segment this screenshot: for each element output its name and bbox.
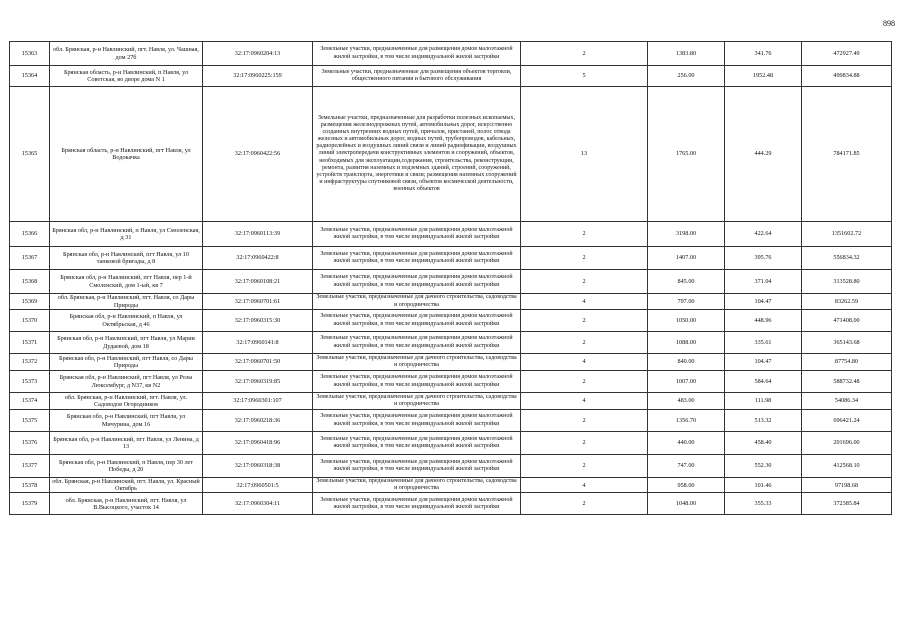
row-number-cell: 15376 [10, 432, 50, 455]
specific-value-cell: 104.47 [725, 354, 802, 371]
cadastral-value-cell: 97198.68 [802, 478, 892, 493]
cadastral-number-cell: 32:17:0960218:36 [203, 410, 313, 432]
land-use-description-cell: Земельные участки, предназначенные для размещения домов малоэтажной жилой застройки, в том числе индивидуальной жилой застройки [313, 332, 521, 354]
land-use-description-cell: Земельные участки, предназначенные для размещения домов малоэтажной жилой застройки, в том числе индивидуальной жилой застройки [313, 310, 521, 332]
address-cell: Брянская область, р-н Навлинский, п Навля, ул Советская, во дворе дома N 1 [50, 66, 203, 87]
cadastral-number-cell: 32:17:0960422:56 [203, 87, 313, 222]
cadastral-number-cell: 32:17:0960225:159 [203, 66, 313, 87]
specific-value-cell: 584.64 [725, 371, 802, 393]
land-use-description-cell: Земельные участки, предназначенные для размещения объектов торговли, общественного питания и бытового обслуживания [313, 66, 521, 87]
row-number-cell: 15373 [10, 371, 50, 393]
cadastral-value-cell: 313528.80 [802, 270, 892, 294]
specific-value-cell: 552.30 [725, 455, 802, 478]
cadastral-value-cell: 588732.48 [802, 371, 892, 393]
area-cell: 3198.00 [648, 222, 725, 247]
area-cell: 747.00 [648, 455, 725, 478]
specific-value-cell: 395.76 [725, 247, 802, 270]
use-group-code-cell: 4 [521, 294, 648, 310]
specific-value-cell: 422.64 [725, 222, 802, 247]
specific-value-cell: 101.46 [725, 478, 802, 493]
use-group-code-cell: 2 [521, 332, 648, 354]
use-group-code-cell: 2 [521, 310, 648, 332]
address-cell: обл. Брянская, р-н Навлинский, пгт. Навля, ул В.Высоцкого, участок 14 [50, 493, 203, 515]
cadastral-value-cell: 784171.85 [802, 87, 892, 222]
table-row [10, 294, 892, 310]
area-cell: 840.00 [648, 354, 725, 371]
land-use-description-cell: Земельные участки, предназначенные для размещения домов малоэтажной жилой застройки, в том числе индивидуальной жилой застройки [313, 371, 521, 393]
address-cell: Брянская обл, р-н Навлинский, пгт Навля, ул Ленина, д 13 [50, 432, 203, 455]
cadastral-value-cell: 83262.59 [802, 294, 892, 310]
specific-value-cell: 458.40 [725, 432, 802, 455]
cadastral-value-cell: 365143.68 [802, 332, 892, 354]
table-row [10, 354, 892, 371]
area-cell: 1050.00 [648, 310, 725, 332]
address-cell: Брянская обл, р-н Навлинский, пгт Навля, пер 1-й Смоленский, дом 1-ый, кв 7 [50, 270, 203, 294]
table-row [10, 42, 892, 66]
address-cell: обл. Брянская, р-н Навлинский, пгт. Навля, ул. Чашная, дом 27б [50, 42, 203, 66]
use-group-code-cell: 2 [521, 455, 648, 478]
table-row [10, 310, 892, 332]
land-use-description-cell: Земельные участки, предназначенные для размещения домов малоэтажной жилой застройки, в том числе индивидуальной жилой застройки [313, 42, 521, 66]
cadastral-value-cell: 499834.88 [802, 66, 892, 87]
specific-value-cell: 448.96 [725, 310, 802, 332]
use-group-code-cell: 2 [521, 247, 648, 270]
address-cell: обл. Брянская, р-н Навлинский, пгт. Навля, со Дары Природы [50, 294, 203, 310]
row-number-cell: 15379 [10, 493, 50, 515]
address-cell: Брянская обл, р-н Навлинский, п Навля, ул Смоленская, д 31 [50, 222, 203, 247]
row-number-cell: 15377 [10, 455, 50, 478]
land-use-description-cell: Земельные участки, предназначенные для размещения домов малоэтажной жилой застройки, в том числе индивидуальной жилой застройки [313, 410, 521, 432]
address-cell: обл. Брянская, р-н Навлинский, пгт. Навля, ул. Садоводов Огородников [50, 393, 203, 410]
cadastral-number-cell: 32:17:0960304:11 [203, 493, 313, 515]
specific-value-cell: 341.76 [725, 42, 802, 66]
cadastral-value-cell: 696421.24 [802, 410, 892, 432]
table-row [10, 332, 892, 354]
address-cell: Брянская обл, р-н Навлинский, п Навля, пер 30 лет Победы, д 20 [50, 455, 203, 478]
land-use-description-cell: Земельные участки, предназначенные для дачного строительства, садоводства и огородничества [313, 294, 521, 310]
cadastral-value-cell: 201696.00 [802, 432, 892, 455]
address-cell: Брянская обл, р-н Навлинский, пгт Навля, ул Мичурина, дом 16 [50, 410, 203, 432]
cadastral-value-cell: 472927.49 [802, 42, 892, 66]
use-group-code-cell: 2 [521, 42, 648, 66]
row-number-cell: 15372 [10, 354, 50, 371]
land-use-description-cell: Земельные участки, предназначенные для размещения домов малоэтажной жилой застройки, в том числе индивидуальной жилой застройки [313, 247, 521, 270]
specific-value-cell: 1952.48 [725, 66, 802, 87]
cadastral-value-cell: 1351602.72 [802, 222, 892, 247]
row-number-cell: 15365 [10, 87, 50, 222]
land-use-description-cell: Земельные участки, предназначенные для размещения домов малоэтажной жилой застройки, в том числе индивидуальной жилой застройки [313, 455, 521, 478]
area-cell: 1407.00 [648, 247, 725, 270]
table-row [10, 493, 892, 515]
row-number-cell: 15364 [10, 66, 50, 87]
specific-value-cell: 111.98 [725, 393, 802, 410]
land-use-description-cell: Земельные участки, предназначенные для дачного строительства, садоводства и огородничества [313, 478, 521, 493]
use-group-code-cell: 2 [521, 493, 648, 515]
area-cell: 845.00 [648, 270, 725, 294]
table-body [10, 42, 892, 515]
address-cell: Брянская обл, р-н Навлинский, пгт Навля, ул Марии Дудаевой, дом 18 [50, 332, 203, 354]
land-use-description-cell: Земельные участки, предназначенные для разработки полезных ископаемых, размещения железнодорожных путей, автомобильных дорог, искусственно созданных внутренних водных путей, причалов, пристаней, полос отвода железных и автомобильных дорог, водных путей, трубопроводов, кабельных, радиорелейных и воздушных линий связи и линий радиофикации, воздушных линий электропередачи конструктивных элементов и сооружений, объектов, необходимых для эксплуатации,содержания, строительства, реконструкции, ремонта, развития наземных и подземных зданий, строений, сооружений, устройств транспорта, энергетики и связи; размещения наземных сооружений и инфраструктуры спутниковой связи, объектов космической деятельности, военных объектов [313, 87, 521, 222]
specific-value-cell: 513.32 [725, 410, 802, 432]
cadastral-value-table [9, 41, 892, 515]
cadastral-number-cell: 32:17:0960319:85 [203, 371, 313, 393]
address-cell: Брянская обл, р-н Навлинский, п Навля, ул Октябрьская, д 46 [50, 310, 203, 332]
use-group-code-cell: 2 [521, 410, 648, 432]
cadastral-number-cell: 32:17:0960701:50 [203, 354, 313, 371]
cadastral-value-cell: 372385.84 [802, 493, 892, 515]
use-group-code-cell: 2 [521, 270, 648, 294]
table-row [10, 270, 892, 294]
specific-value-cell: 371.04 [725, 270, 802, 294]
area-cell: 1007.00 [648, 371, 725, 393]
cadastral-value-cell: 87754.80 [802, 354, 892, 371]
land-use-description-cell: Земельные участки, предназначенные для дачного строительства, садоводства и огородничества [313, 393, 521, 410]
land-use-description-cell: Земельные участки, предназначенные для размещения домов малоэтажной жилой застройки, в том числе индивидуальной жилой застройки [313, 432, 521, 455]
specific-value-cell: 104.47 [725, 294, 802, 310]
cadastral-number-cell: 32:17:0960418:96 [203, 432, 313, 455]
table-row [10, 66, 892, 87]
specific-value-cell: 355.33 [725, 493, 802, 515]
row-number-cell: 15374 [10, 393, 50, 410]
area-cell: 1048.00 [648, 493, 725, 515]
page-number: 898 [883, 19, 895, 28]
table-row [10, 432, 892, 455]
cadastral-value-cell: 556834.32 [802, 247, 892, 270]
land-use-description-cell: Земельные участки, предназначенные для дачного строительства, садоводства и огородничества [313, 354, 521, 371]
use-group-code-cell: 4 [521, 478, 648, 493]
use-group-code-cell: 2 [521, 371, 648, 393]
address-cell: Брянская обл, р-н Навлинский, пгт Навля, со Дары Природы [50, 354, 203, 371]
area-cell: 797.00 [648, 294, 725, 310]
land-use-description-cell: Земельные участки, предназначенные для размещения домов малоэтажной жилой застройки, в том числе индивидуальной жилой застройки [313, 493, 521, 515]
land-use-description-cell: Земельные участки, предназначенные для размещения домов малоэтажной жилой застройки, в том числе индивидуальной жилой застройки [313, 222, 521, 247]
use-group-code-cell: 2 [521, 222, 648, 247]
table-row [10, 247, 892, 270]
row-number-cell: 15378 [10, 478, 50, 493]
cadastral-number-cell: 32:17:0960501:5 [203, 478, 313, 493]
area-cell: 1765.00 [648, 87, 725, 222]
cadastral-number-cell: 32:17:0960204:13 [203, 42, 313, 66]
address-cell: Брянская область, р-н Навлинский, пгт Навля, ул Водокачка [50, 87, 203, 222]
area-cell: 1383.80 [648, 42, 725, 66]
cadastral-number-cell: 32:17:0960108:21 [203, 270, 313, 294]
use-group-code-cell: 13 [521, 87, 648, 222]
table-row [10, 455, 892, 478]
use-group-code-cell: 5 [521, 66, 648, 87]
cadastral-number-cell: 32:17:0960701:61 [203, 294, 313, 310]
cadastral-value-cell: 54086.34 [802, 393, 892, 410]
table-row [10, 371, 892, 393]
area-cell: 958.00 [648, 478, 725, 493]
table-row [10, 87, 892, 222]
cadastral-number-cell: 32:17:0960141:8 [203, 332, 313, 354]
address-cell: Брянская обл, р-н Навлинский, пгт Навля, ул 10 танковой бригады, д 8 [50, 247, 203, 270]
row-number-cell: 15375 [10, 410, 50, 432]
table-row [10, 393, 892, 410]
cadastral-number-cell: 32:17:0960422:8 [203, 247, 313, 270]
row-number-cell: 15368 [10, 270, 50, 294]
area-cell: 440.00 [648, 432, 725, 455]
land-use-description-cell: Земельные участки, предназначенные для размещения домов малоэтажной жилой застройки, в том числе индивидуальной жилой застройки [313, 270, 521, 294]
area-cell: 1356.70 [648, 410, 725, 432]
cadastral-value-cell: 412568.10 [802, 455, 892, 478]
row-number-cell: 15369 [10, 294, 50, 310]
table-row [10, 478, 892, 493]
row-number-cell: 15366 [10, 222, 50, 247]
address-cell: Брянская обл, р-н Навлинский, пгт Навля, ул Розы Люксембург, д N37, кв N2 [50, 371, 203, 393]
cadastral-value-cell: 471408.00 [802, 310, 892, 332]
use-group-code-cell: 2 [521, 432, 648, 455]
row-number-cell: 15370 [10, 310, 50, 332]
address-cell: обл. Брянская, р-н Навлинский, пгт. Навля, ул. Красный Октябрь [50, 478, 203, 493]
table-row [10, 410, 892, 432]
use-group-code-cell: 4 [521, 393, 648, 410]
area-cell: 1088.00 [648, 332, 725, 354]
specific-value-cell: 335.61 [725, 332, 802, 354]
cadastral-number-cell: 32:17:0960315:30 [203, 310, 313, 332]
use-group-code-cell: 4 [521, 354, 648, 371]
area-cell: 256.00 [648, 66, 725, 87]
cadastral-number-cell: 32:17:0960318:38 [203, 455, 313, 478]
row-number-cell: 15371 [10, 332, 50, 354]
specific-value-cell: 444.29 [725, 87, 802, 222]
table-row [10, 222, 892, 247]
row-number-cell: 15367 [10, 247, 50, 270]
cadastral-number-cell: 32:17:0960113:39 [203, 222, 313, 247]
row-number-cell: 15363 [10, 42, 50, 66]
cadastral-number-cell: 32:17:0960301:107 [203, 393, 313, 410]
area-cell: 483.00 [648, 393, 725, 410]
